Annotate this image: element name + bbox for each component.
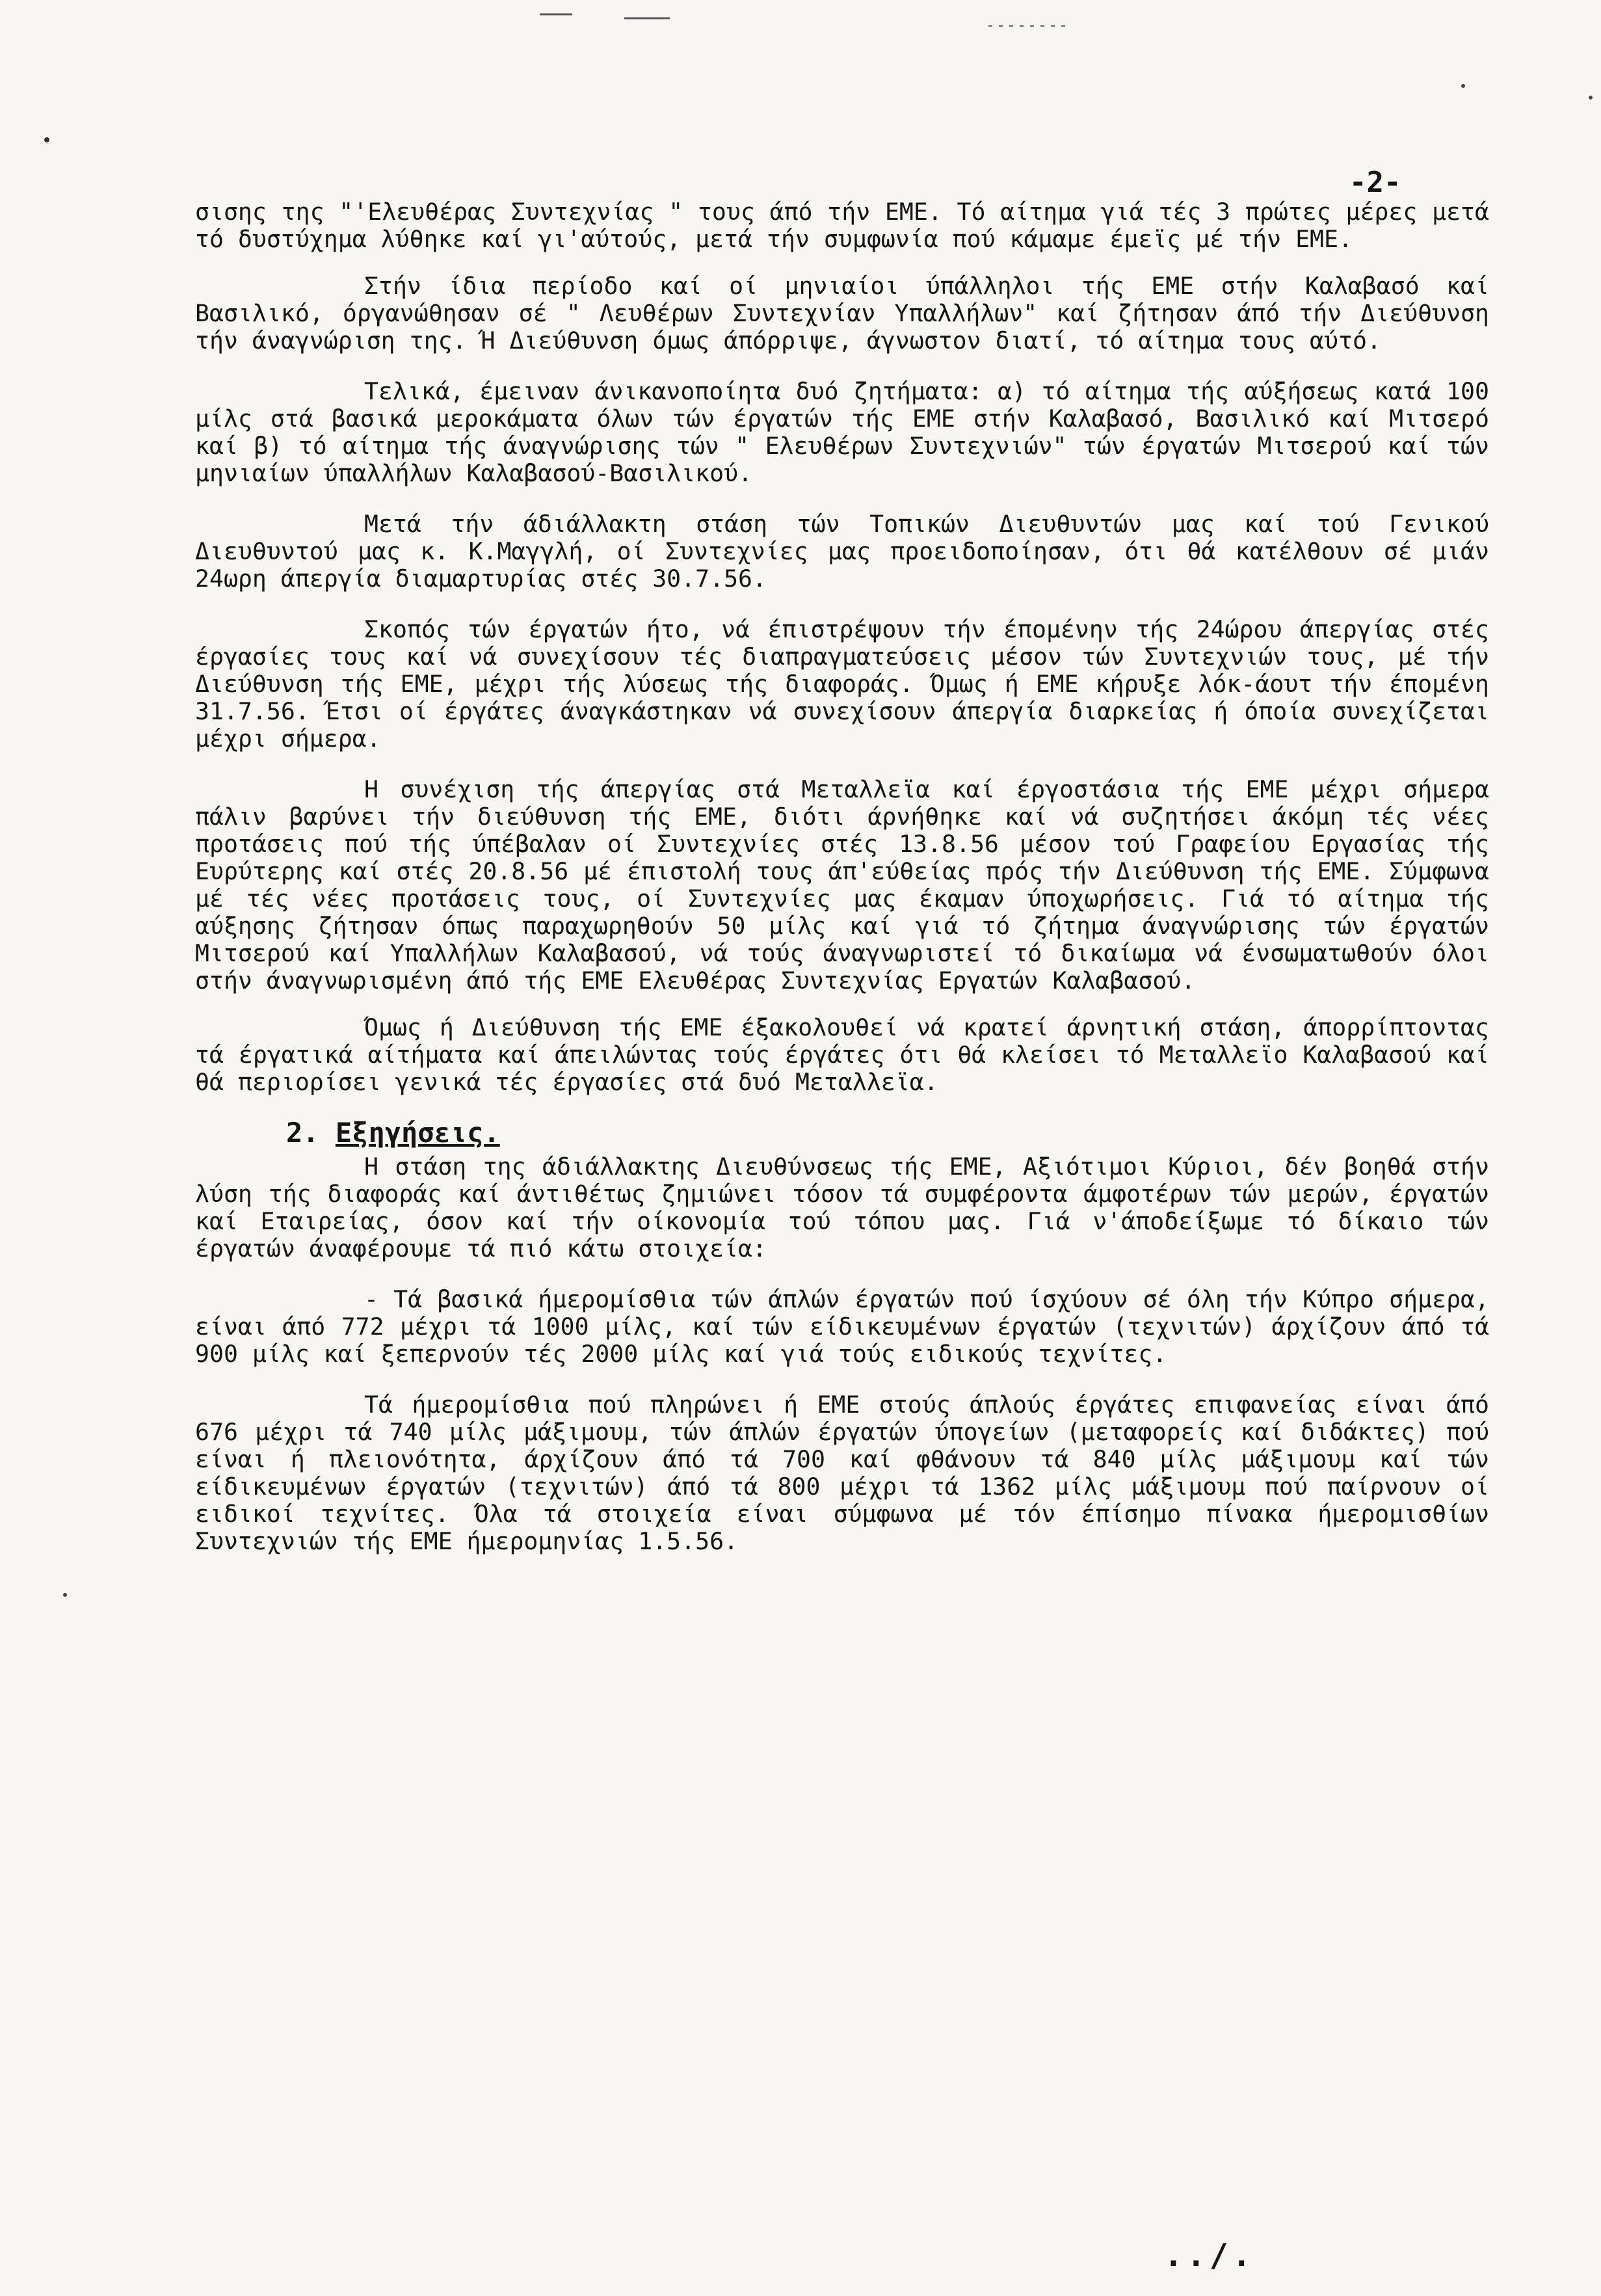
paragraph-6: Η συνέχιση τής άπεργίας στά Μεταλλεϊα καί έργοστάσια τής ΕΜΕ μέχρι σήμερα πάλιν βαρύνει τήν διεύθυνση τής ΕΜΕ, διότι άρνήθηκε καί νά συζητήσει άκόμη τές νέες προτάσεις πού τής ύπέβαλαν οί Συντεχνίες στές 13.8.56 μέσον τού Γραφείου Εργασίας τής Ευρύτερης καί στές 20.8.56 μέ έπιστολή τους άπ'εύθείας πρός τήν Διεύθυνση τής ΕΜΕ. Σύμφωνα μέ τές νέες προτάσεις τους, οί Συντεχνίες μας έκαμαν ύποχωρήσεις. Γιά τό αίτημα τής αύξησης ζήτησαν όπως παραχωρηθούν 50 μίλς καί γιά τό ζήτημα άναγνώρισης τών έργατών Μιτσερού καί Υπαλλήλων Καλαβασού, νά τούς άναγνωριστεί τό δικαίωμα νά ένσωματωθούν όλοι στήν άναγνωρισμένη άπό τής ΕΜΕ Ελευθέρας Συντεχνίας Εργατών Καλαβασού.: [195, 775, 1489, 994]
section-heading: [286, 1119, 1489, 1147]
page-number: -2-: [1349, 166, 1401, 199]
paragraph-4: Μετά τήν άδιάλλακτη στάση τών Τοπικών Διευθυντών μας καί τού Γενικού Διευθυντού μας κ. Κ.Μαγγλή, οί Συντεχνίες μας προειδοποίησαν, ότι θά κατέλθουν σέ μιάν 24ωρη άπεργία διαμαρτυρίας στές 30.7.56.: [195, 510, 1489, 593]
paragraph-2: Στήν ίδια περίοδο καί οί μηνιαίοι ύπάλληλοι τής ΕΜΕ στήν Καλαβασό καί Βασιλικό, όργανώθησαν σέ " Λευθέρων Συντεχνίαν Υπαλλήλων" καί ζήτησαν άπό τήν Διεύθυνση τήν άναγνώριση της. Ή Διεύθυνση όμως άπόρριψε, άγνωστον διατί, τό αίτημα τους αύτό.: [195, 272, 1489, 354]
paragraph-5: Σκοπός τών έργατών ήτο, νά έπιστρέψουν τήν έπομένην τής 24ώρου άπεργίας στές έργασίες τους καί νά συνεχίσουν τές διαπραγματεύσεις μέσον τών Συντεχνιών τους, μέ τήν Διεύθυνση τής ΕΜΕ, μέχρι τής λύσεως τής διαφοράς. Όμως ή ΕΜΕ κήρυξε λόκ-άουτ τήν έπομένη 31.7.56. Έτσι οί έργάτες άναγκάστηκαν νά συνεχίσουν άπεργία διαρκείας ή όποία συνεχίζεται μέχρι σήμερα.: [195, 615, 1489, 753]
section-title: Εξηγήσεις.: [335, 1117, 500, 1149]
paragraph-7: Όμως ή Διεύθυνση τής ΕΜΕ έξακολουθεί νά κρατεί άρνητική στάση, άπορρίπτοντας τά έργατικά αίτήματα καί άπειλώντας τούς έργάτες ότι θά κλείσει τό Μεταλλεϊο Καλαβασού καί θά περιορίσει γενικά τές έργασίες στά δυό Μεταλλεϊα.: [195, 1013, 1489, 1096]
paragraph-1: σισης της "'Ελευθέρας Συντεχνίας " τους άπό τήν ΕΜΕ. Τό αίτημα γιά τές 3 πρώτες μέρες μετά τό δυστύχημα λύθηκε καί γι'αύτούς, μετά τήν συμφωνία πού κάμαμε έμεϊς μέ τήν ΕΜΕ.: [195, 198, 1489, 253]
section-paragraph-3: Τά ήμερομίσθια πού πληρώνει ή ΕΜΕ στούς άπλούς έργάτες επιφανείας είναι άπό 676 μέχρι τά 740 μίλς μάξιμουμ, τών άπλών έργατών ύπογείων (μεταφορείς καί διδάκτες) πού είναι ή πλειονότητα, άρχίζουν άπό τά 700 καί φθάνουν τά 840 μίλς μάξιμουμ καί τών είδικευμένων έργατών (τεχνιτών) άπό τά 800 μέχρι τά 1362 μίλς μάξιμουμ πού παίρνουν οί ειδικοί τεχνίτες. Όλα τά στοιχεία είναι σύμφωνα μέ τόν έπίσημο πίνακα ήμερομισθίων Συντεχνιών τής ΕΜΕ ήμερομηνίας 1.5.56.: [195, 1391, 1489, 1555]
section-paragraph-1: Η στάση της άδιάλλακτης Διευθύνσεως τής ΕΜΕ, Αξιότιμοι Κύριοι, δέν βοηθά στήν λύση τής διαφοράς καί άντιθέτως ζημιώνει τόσον τά συμφέροντα άμφοτέρων τών μερών, έργατών καί Εταιρείας, όσον καί τήν οίκονομία τού τόπου μας. Γιά ν'άποδείξωμε τό δίκαιο τών έργατών άναφέρουμε τά πιό κάτω στοιχεία:: [195, 1153, 1489, 1262]
document-body: [195, 198, 1489, 1579]
paragraph-3: Τελικά, έμειναν άνικανοποίητα δυό ζητήματα: α) τό αίτημα τής αύξήσεως κατά 100 μίλς στά βασικά μεροκάματα όλων τών έργατών τής ΕΜΕ στήν Καλαβασό, Βασιλικό καί Μιτσερό καί β) τό αίτημα τής άναγνώρισης τών " Ελευθέρων Συντεχνιών" τών έργατών Μιτσερού καί τών μηνιαίων ύπαλλήλων Καλαβασού-Βασιλικού.: [195, 377, 1489, 487]
continuation-mark: ../.: [1164, 2237, 1255, 2274]
section-paragraph-2: - Τά βασικά ήμερομίσθια τών άπλών έργατών πού ίσχύουν σέ όλη τήν Κύπρο σήμερα, είναι άπό 772 μέχρι τά 1000 μίλς, καί τών είδικευμένων έργατών (τεχνιτών) άρχίζουν άπό τά 900 μίλς καί ξεπερνούν τές 2000 μίλς καί γιά τούς ειδικούς τεχνίτες.: [195, 1285, 1489, 1368]
section-number: 2.: [286, 1117, 319, 1149]
